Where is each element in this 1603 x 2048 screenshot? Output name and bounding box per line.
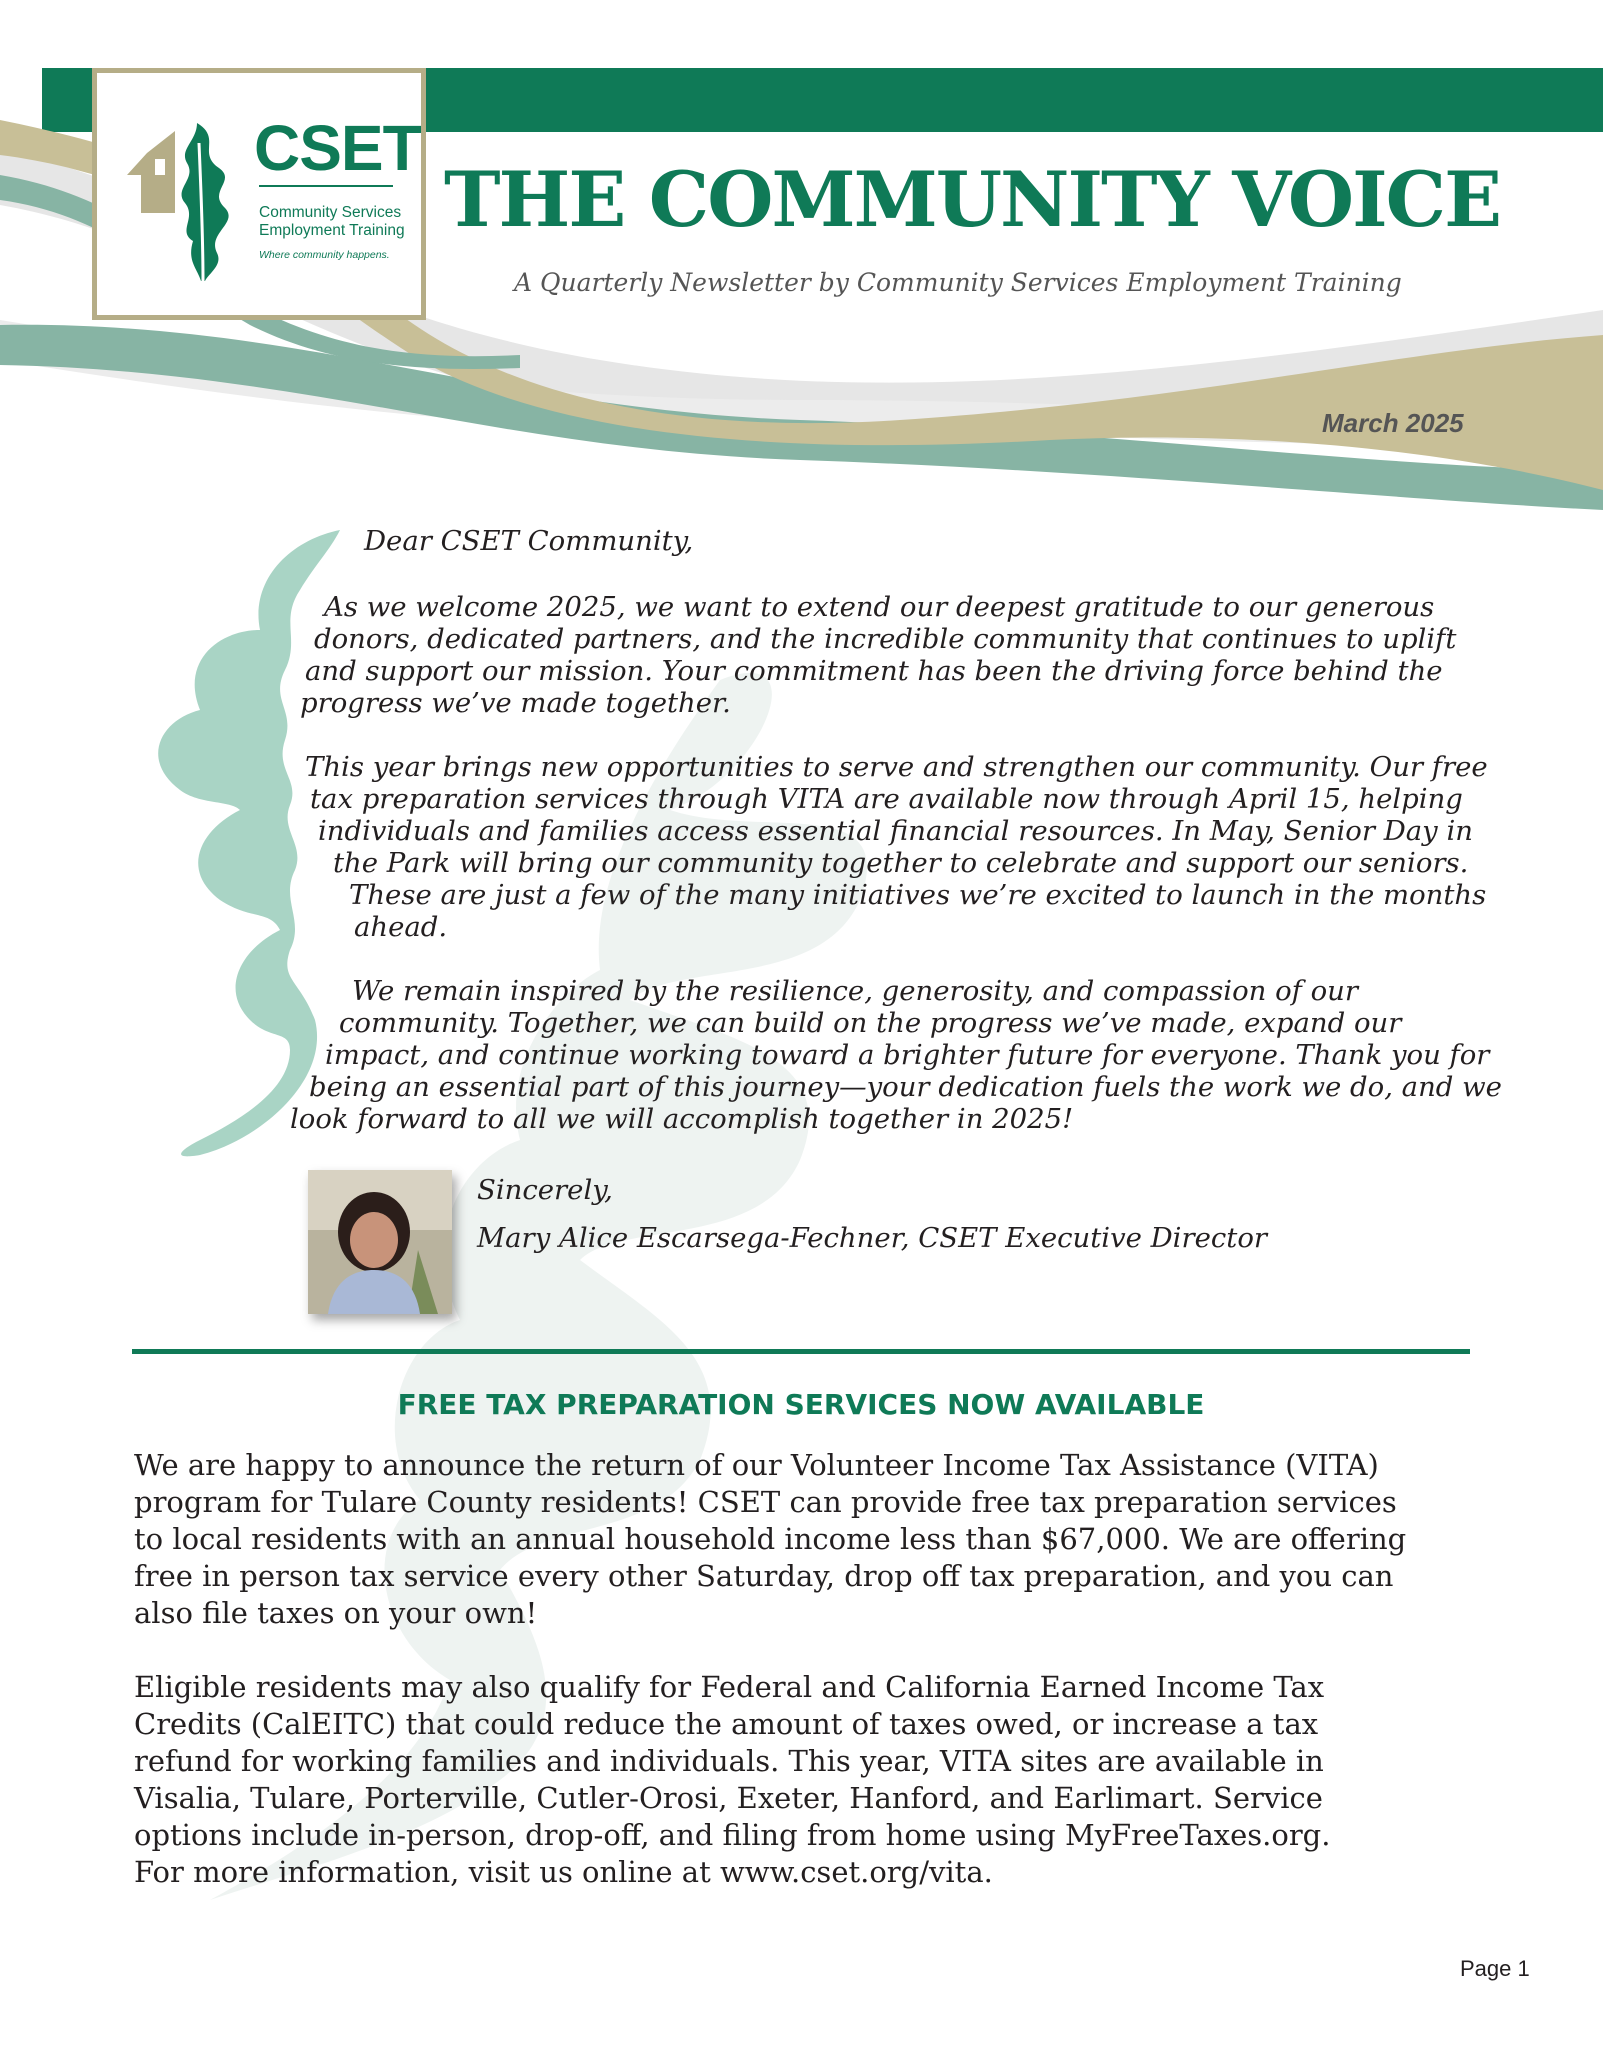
text-line: to local residents with an annual household income less than $67,000. We are offering xyxy=(134,1522,1407,1556)
text-line: donors, dedicated partners, and the incredible community that continues to uplift xyxy=(314,623,1457,655)
tax-paragraph-1 xyxy=(134,1447,1406,1632)
text-line: progress we’ve made together. xyxy=(300,687,731,719)
text-line: community. Together, we can build on the progress we’ve made, expand our xyxy=(339,1007,1402,1039)
section-divider xyxy=(132,1349,1470,1354)
text-line: We are happy to announce the return of our Volunteer Income Tax Assistance (VITA) xyxy=(134,1448,1379,1482)
newsletter-subtitle: A Quarterly Newsletter by Community Services Employment Training xyxy=(514,268,1402,297)
director-photo xyxy=(308,1170,452,1314)
page-number: Page 1 xyxy=(1460,1956,1530,1981)
text-line: the Park will bring our community together to celebrate and support our seniors. xyxy=(333,847,1469,879)
letter-paragraph-1 xyxy=(0,591,1456,719)
tax-paragraph-2 xyxy=(134,1669,1330,1891)
text-line: program for Tulare County residents! CSET can provide free tax preparation services xyxy=(134,1485,1397,1519)
letter-paragraph-2 xyxy=(0,751,1488,943)
logo[interactable] xyxy=(92,68,426,320)
text-line: We remain inspired by the resilience, generosity, and compassion of our xyxy=(352,975,1358,1007)
text-line: being an essential part of this journey—your dedication fuels the work we do, and we xyxy=(309,1071,1502,1103)
text-line: and support our mission. Your commitment has been the driving force behind the xyxy=(305,655,1443,687)
logo-subtitle-line2: Employment Training xyxy=(259,222,405,239)
logo-name: CSET xyxy=(254,112,421,184)
letter-greeting: Dear CSET Community, xyxy=(364,525,694,557)
text-line: also file taxes on your own! xyxy=(134,1596,538,1630)
issue-date: March 2025 xyxy=(1322,408,1464,438)
text-line: As we welcome 2025, we want to extend our deepest gratitude to our generous xyxy=(324,591,1435,623)
text-line: This year brings new opportunities to serve and strengthen our community. Our free xyxy=(305,751,1488,783)
text-line: For more information, visit us online at www.cset.org/vita. xyxy=(134,1855,993,1889)
text-line: refund for working families and individuals. This year, VITA sites are available in xyxy=(134,1744,1324,1778)
logo-tagline: Where community happens. xyxy=(259,249,390,261)
text-line: options include in-person, drop-off, and filing from home using MyFreeTaxes.org. xyxy=(134,1818,1331,1852)
text-line: tax preparation services through VITA are available now through April 15, helping xyxy=(310,783,1463,815)
text-line: Eligible residents may also qualify for Federal and California Earned Income Tax xyxy=(134,1670,1325,1704)
logo-rule xyxy=(259,185,393,187)
text-line: ahead. xyxy=(354,911,448,943)
text-line: individuals and families access essential financial resources. In May, Senior Day in xyxy=(318,815,1473,847)
text-line: impact, and continue working toward a brighter future for everyone. Thank you for xyxy=(325,1039,1490,1071)
newsletter-title: THE COMMUNITY VOICE xyxy=(444,155,1501,244)
letter-paragraph-3 xyxy=(0,975,1502,1135)
text-line: Credits (CalEITC) that could reduce the amount of taxes owed, or increase a tax xyxy=(134,1707,1319,1741)
text-line: free in person tax service every other Saturday, drop off tax preparation, and you can xyxy=(134,1559,1394,1593)
letter-sign-off: Sincerely, xyxy=(477,1174,613,1206)
text-line: Visalia, Tulare, Porterville, Cutler-Orosi, Exeter, Hanford, and Earlimart. Service xyxy=(134,1781,1323,1815)
text-line: look forward to all we will accomplish together in 2025! xyxy=(290,1103,1074,1135)
text-line: These are just a few of the many initiatives we’re excited to launch in the months xyxy=(349,879,1487,911)
logo-subtitle-line1: Community Services xyxy=(259,204,402,221)
oak-leaf-house-icon xyxy=(127,113,267,283)
section-heading: FREE TAX PREPARATION SERVICES NOW AVAILABLE xyxy=(397,1388,1205,1421)
portrait-image xyxy=(308,1170,452,1314)
letter-signature: Mary Alice Escarsega-Fechner, CSET Executive Director xyxy=(477,1222,1268,1254)
